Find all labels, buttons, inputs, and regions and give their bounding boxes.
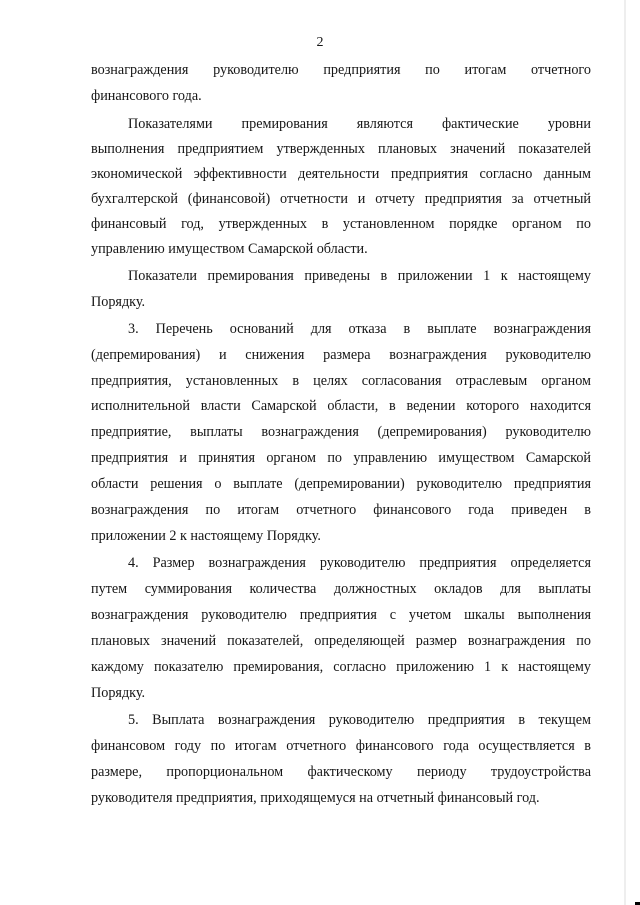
paragraph-line: руководителя предприятия, приходящемуся на отчетный финансовый год. — [91, 790, 540, 806]
paragraph-line: бухгалтерской (финансовой) отчетности и отчету предприятия за отчетный — [91, 191, 591, 207]
paragraph-line: области решения о выплате (депремировании) руководителю предприятия — [91, 476, 591, 492]
paragraph-line: исполнительной власти Самарской области, в ведении которого находится — [91, 398, 591, 414]
paragraph-line: Порядку. — [91, 294, 146, 310]
paragraph-line: экономической эффективности деятельности предприятия согласно данным — [91, 166, 591, 182]
paragraph-line: вознаграждения руководителю предприятия по итогам отчетного — [91, 62, 591, 78]
paragraph-line: 5. Выплата вознаграждения руководителю предприятия в текущем — [128, 712, 591, 728]
paragraph-line: Показатели премирования приведены в приложении 1 к настоящему — [128, 268, 591, 284]
paragraph-line: Показателями премирования являются фактические уровни — [128, 116, 591, 132]
paragraph-line: каждому показателю премирования, согласно приложению 1 к настоящему — [91, 659, 591, 675]
paragraph-line: вознаграждения руководителю предприятия с учетом шкалы выполнения — [91, 607, 591, 623]
paragraph-line: управлению имуществом Самарской области. — [91, 241, 368, 257]
paragraph-line: (депремирования) и снижения размера вознаграждения руководителю — [91, 347, 591, 363]
paragraph-line: предприятие, выплаты вознаграждения (депремирования) руководителю — [91, 424, 591, 440]
paragraph-line: 3. Перечень оснований для отказа в выплате вознаграждения — [128, 321, 591, 337]
paragraph-line: финансовый год, утвержденных в установленном порядке органом по — [91, 216, 591, 232]
paragraph-line: предприятия, установленных в целях согласования отраслевым органом — [91, 373, 591, 389]
paragraph-line: вознаграждения по итогам отчетного финансового года приведен в — [91, 502, 591, 518]
paragraph-line: 4. Размер вознаграждения руководителю предприятия определяется — [128, 555, 591, 571]
paragraph-line: плановых значений показателей, определяющей размер вознаграждения по — [91, 633, 591, 649]
paragraph-line: Порядку. — [91, 685, 146, 701]
scan-edge — [624, 0, 626, 905]
paragraph-line: финансовом году по итогам отчетного финансового года осуществляется в — [91, 738, 591, 754]
paragraph-line: финансового года. — [91, 88, 202, 104]
paragraph-line: выполнения предприятием утвержденных плановых значений показателей — [91, 141, 591, 157]
paragraph-line: предприятия и принятия органом по управлению имуществом Самарской — [91, 450, 591, 466]
paragraph-line: размере, пропорциональном фактическому периоду трудоустройства — [91, 764, 591, 780]
page-number: 2 — [316, 35, 324, 50]
paragraph-line: приложении 2 к настоящему Порядку. — [91, 528, 321, 544]
paragraph-line: путем суммирования количества должностных окладов для выплаты — [91, 581, 591, 597]
